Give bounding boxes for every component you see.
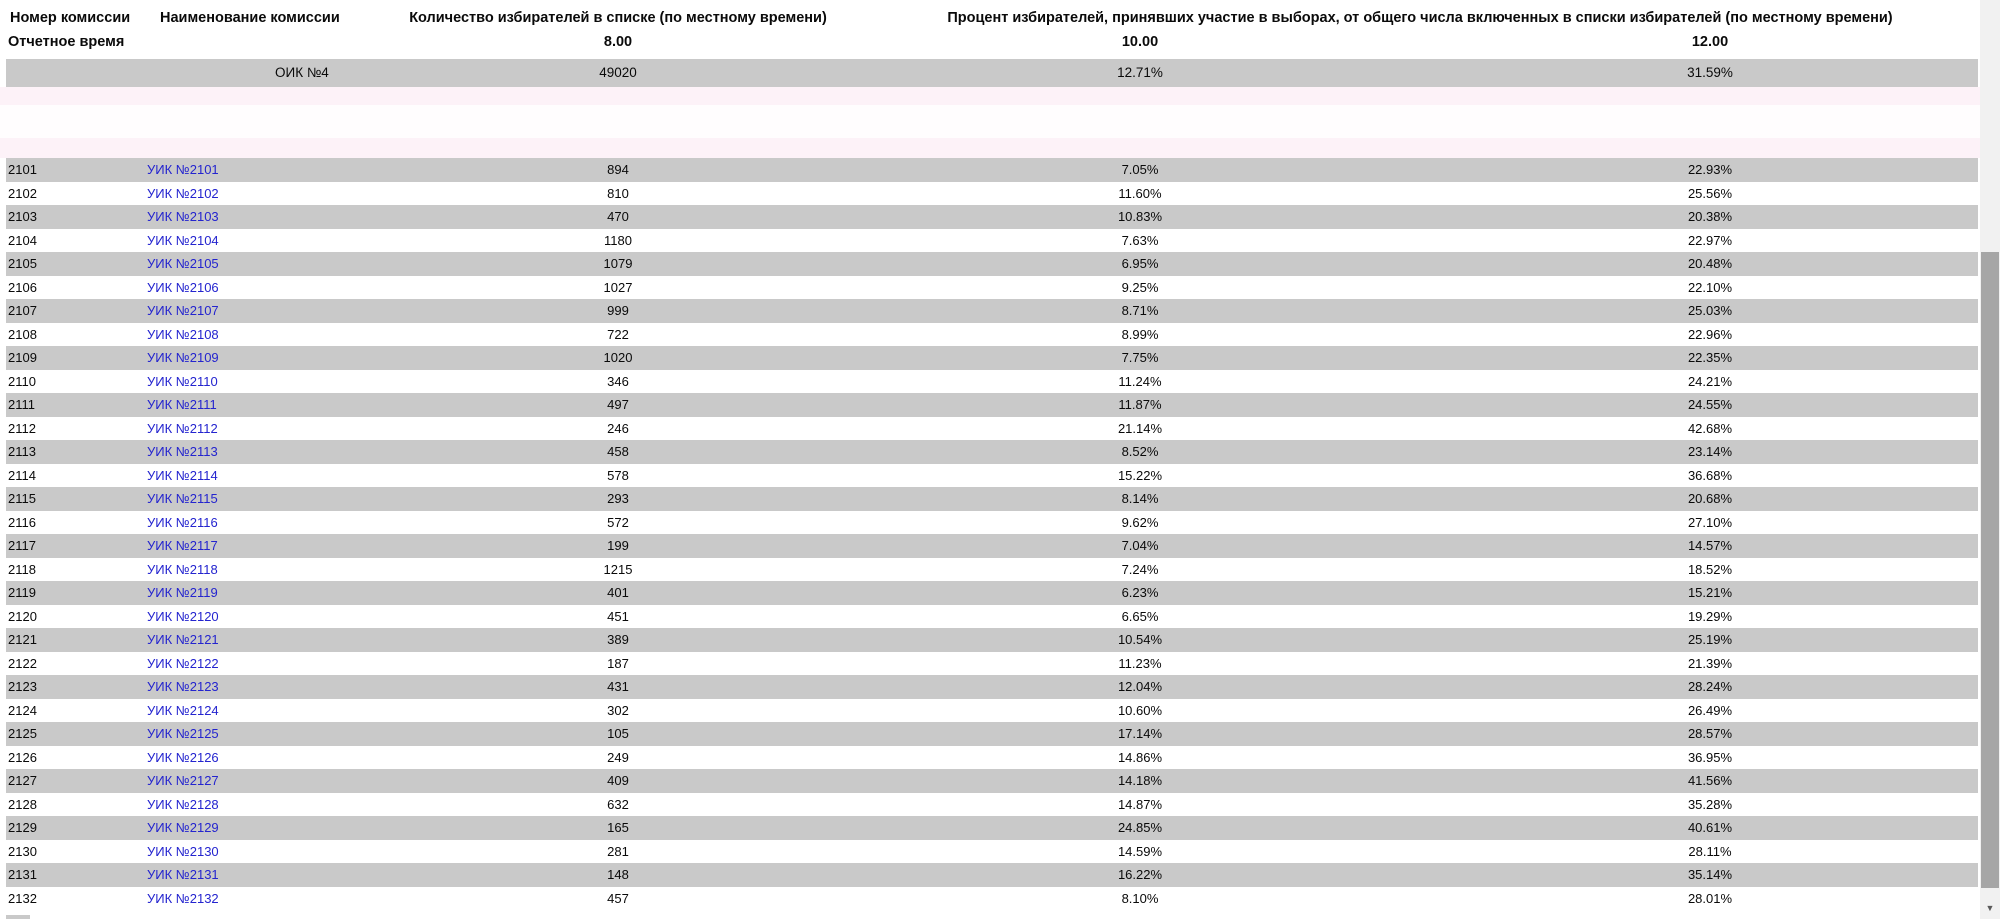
voters-count-8: 451 [607,608,629,624]
commission-link[interactable]: УИК №2107 [147,303,219,318]
turnout-10: 14.86% [1117,749,1163,765]
turnout-12: 27.10% [1687,514,1733,530]
turnout-12: 19.29% [1687,608,1733,624]
turnout-10: 17.14% [1117,726,1163,741]
commission-number: 2103 [8,209,37,224]
turnout-12: 41.56% [1687,773,1733,788]
turnout-12: 14.57% [1687,538,1733,553]
commission-link[interactable]: УИК №2127 [147,773,219,788]
table-row [6,229,1978,253]
voters-count-8: 497 [607,397,629,412]
table-row [6,417,1978,441]
commission-number: 2120 [8,608,37,624]
table-row [6,793,1978,817]
empty-row-band [0,105,1980,138]
commission-link[interactable]: УИК №2123 [147,679,219,694]
turnout-12: 36.95% [1687,749,1733,765]
scrollbar-thumb[interactable] [1981,252,1999,888]
commission-link[interactable]: УИК №2108 [147,326,219,342]
voters-count-8: 281 [607,843,629,859]
commission-link[interactable]: УИК №2114 [147,467,218,483]
voters-count-8: 999 [607,303,629,318]
turnout-12: 18.52% [1687,561,1733,577]
turnout-12: 20.48% [1687,256,1733,271]
voters-count-8: 187 [607,655,629,671]
voters-count-8: 246 [607,420,629,436]
voters-count-8: 1079 [603,256,633,271]
table-row [6,370,1978,394]
turnout-10: 6.23% [1121,585,1159,600]
voters-count-8: 572 [607,514,629,530]
commission-link[interactable]: УИК №2106 [147,279,219,295]
turnout-12: 25.56% [1687,185,1733,201]
table-row [6,628,1978,652]
table-row [6,887,1978,911]
commission-number: 2131 [8,867,37,882]
commission-number: 2125 [8,726,37,741]
table-row [6,276,1978,300]
commission-number: 2112 [8,420,36,436]
scroll-down-icon: ▼ [1985,903,1995,913]
turnout-12: 24.55% [1687,397,1733,412]
commission-number: 2102 [8,185,37,201]
commission-number: 2114 [8,467,36,483]
commission-number: 2118 [8,561,36,577]
voters-count-8: 632 [607,796,629,812]
commission-number: 2124 [8,702,37,718]
table-row [6,182,1978,206]
commission-number: 2128 [8,796,37,812]
turnout-10: 9.62% [1121,514,1159,530]
commission-number: 2113 [8,444,36,459]
col-header-voters-count: Количество избирателей в списке (по местному времени) [409,10,827,26]
table-row [6,699,1978,723]
voters-count-8: 401 [607,585,629,600]
turnout-12: 35.28% [1687,796,1733,812]
commission-number: 2115 [8,491,36,506]
commission-link[interactable]: УИК №2122 [147,655,219,671]
commission-number: 2116 [8,514,36,530]
table-row [6,252,1978,276]
commission-link[interactable]: УИК №2120 [147,608,219,624]
turnout-10: 11.23% [1118,655,1162,671]
voters-count-8: 722 [607,326,629,342]
turnout-10: 10.83% [1117,209,1163,224]
report-time-10: 10.00 [1121,34,1159,50]
voters-count-8: 1215 [603,561,633,577]
turnout-10: 7.63% [1121,232,1159,248]
table-row [6,205,1978,229]
col-header-commission-number: Номер комиссии [10,10,131,26]
commission-number: 2107 [8,303,37,318]
turnout-10: 6.65% [1121,608,1159,624]
commission-number: 2121 [8,632,37,647]
commission-number: 2122 [8,655,37,671]
table-row [6,722,1978,746]
summary-commission-name: ОИК №4 [275,65,329,80]
table-row [6,558,1978,582]
turnout-10: 14.18% [1117,773,1163,788]
commission-link[interactable]: УИК №2132 [147,890,219,906]
summary-row-oik [6,59,1978,87]
commission-number: 2123 [8,679,37,694]
commission-link[interactable]: УИК №2117 [147,538,218,553]
commission-link[interactable]: УИК №2105 [147,256,219,271]
turnout-10: 7.24% [1121,561,1159,577]
col-header-commission-name: Наименование комиссии [160,10,340,26]
table-row [6,464,1978,488]
partial-next-row [6,915,30,919]
commission-link[interactable]: УИК №2128 [147,796,219,812]
voters-count-8: 293 [607,491,629,506]
turnout-10: 8.99% [1121,326,1159,342]
table-row [6,581,1978,605]
commission-link[interactable]: УИК №2110 [147,373,218,389]
turnout-10: 7.75% [1121,350,1159,365]
turnout-12: 23.14% [1687,444,1733,459]
turnout-10: 14.59% [1117,843,1163,859]
commission-number: 2110 [8,373,36,389]
turnout-10: 14.87% [1117,796,1163,812]
turnout-10: 8.14% [1121,491,1159,506]
turnout-12: 25.03% [1687,303,1733,318]
summary-turnout-12: 31.59% [1687,65,1733,80]
voters-count-8: 894 [607,162,629,177]
vertical-scrollbar[interactable] [1980,0,2000,919]
commission-link[interactable]: УИК №2104 [147,232,219,248]
turnout-10: 6.95% [1121,256,1159,271]
commission-number: 2127 [8,773,37,788]
table-row [6,299,1978,323]
table-row [6,840,1978,864]
turnout-12: 26.49% [1687,702,1733,718]
commission-link[interactable]: УИК №2124 [147,702,219,718]
commission-link[interactable]: УИК №2116 [147,514,218,530]
summary-voters-count-8: 49020 [599,65,637,80]
voters-count-8: 148 [607,867,629,882]
voters-count-8: 165 [607,820,629,835]
commission-link[interactable]: УИК №2102 [147,185,219,201]
turnout-12: 22.97% [1687,232,1733,248]
commission-number: 2117 [8,538,36,553]
commission-number: 2129 [8,820,37,835]
table-row [6,346,1978,370]
commission-link[interactable]: УИК №2121 [147,632,219,647]
turnout-10: 9.25% [1121,279,1159,295]
turnout-10: 24.85% [1117,820,1163,835]
commission-link[interactable]: УИК №2111 [147,397,217,412]
commission-link[interactable]: УИК №2125 [147,726,219,741]
commission-link[interactable]: УИК №2131 [147,867,219,882]
scroll-down-button[interactable] [1980,897,2000,919]
commission-number: 2106 [8,279,37,295]
table-row [6,323,1978,347]
voters-count-8: 458 [607,444,629,459]
turnout-10: 7.05% [1121,162,1159,177]
voters-count-8: 457 [607,890,629,906]
turnout-12: 28.01% [1687,890,1733,906]
empty-gap-band [0,87,1980,158]
report-time-8: 8.00 [603,34,633,50]
voters-count-8: 1180 [604,232,632,248]
turnout-12: 42.68% [1687,420,1733,436]
table-row [6,816,1978,840]
turnout-12: 36.68% [1687,467,1733,483]
turnout-10: 11.87% [1118,397,1162,412]
turnout-12: 22.35% [1687,350,1733,365]
turnout-10: 21.14% [1117,420,1163,436]
report-time-label: Отчетное время [8,34,125,50]
turnout-12: 28.57% [1687,726,1733,741]
commission-number: 2105 [8,256,37,271]
voters-count-8: 199 [607,538,629,553]
commission-link[interactable]: УИК №2118 [147,561,218,577]
commission-number: 2111 [8,397,35,412]
table-header [0,0,1980,59]
voters-count-8: 105 [607,726,629,741]
voters-count-8: 810 [607,185,629,201]
voters-count-8: 409 [607,773,629,788]
commission-link[interactable]: УИК №2113 [147,444,218,459]
voters-count-8: 249 [607,749,629,765]
voters-count-8: 302 [607,702,629,718]
table-row [6,605,1978,629]
voters-count-8: 1020 [603,350,633,365]
commission-link[interactable]: УИК №2112 [147,420,218,436]
table-row [6,863,1978,887]
turnout-10: 15.22% [1117,467,1163,483]
commission-number: 2132 [8,890,37,906]
turnout-10: 8.52% [1121,444,1159,459]
commission-link[interactable]: УИК №2101 [147,162,219,177]
turnout-10: 8.10% [1121,890,1159,906]
turnout-10: 11.24% [1118,373,1162,389]
commission-link[interactable]: УИК №2115 [147,491,218,506]
voters-count-8: 470 [607,209,629,224]
turnout-12: 40.61% [1687,820,1733,835]
turnout-12: 24.21% [1687,373,1733,389]
table-row [6,511,1978,535]
table-row [6,158,1978,182]
turnout-12: 22.96% [1687,326,1733,342]
commission-link[interactable]: УИК №2119 [147,585,218,600]
turnout-12: 35.14% [1687,867,1733,882]
table-body [6,158,1978,910]
turnout-10: 8.71% [1121,303,1159,318]
commission-number: 2109 [8,350,37,365]
turnout-12: 20.38% [1687,209,1733,224]
col-header-turnout-percent: Процент избирателей, принявших участие в выборах, от общего числа включенных в списки избирателей (по местному времени) [947,10,1893,26]
commission-link[interactable]: УИК №2130 [147,843,219,859]
turnout-12: 25.19% [1687,632,1733,647]
commission-number: 2126 [8,749,37,765]
turnout-12: 15.21% [1687,585,1733,600]
voters-count-8: 346 [607,373,629,389]
commission-number: 2119 [8,585,36,600]
commission-number: 2101 [8,162,37,177]
voters-count-8: 431 [607,679,629,694]
turnout-12: 22.10% [1687,279,1733,295]
commission-number: 2108 [8,326,37,342]
commission-number: 2130 [8,843,37,859]
voters-count-8: 578 [607,467,629,483]
turnout-10: 11.60% [1118,185,1162,201]
turnout-12: 20.68% [1687,491,1733,506]
table-row [6,652,1978,676]
table-row [6,393,1978,417]
turnout-10: 10.54% [1117,632,1163,647]
voters-count-8: 1027 [603,279,633,295]
summary-turnout-10: 12.71% [1117,65,1163,80]
report-time-12: 12.00 [1691,34,1729,50]
turnout-10: 12.04% [1117,679,1163,694]
turnout-10: 16.22% [1117,867,1163,882]
turnout-12: 28.24% [1687,679,1733,694]
turnout-10: 10.60% [1117,702,1163,718]
table-row [6,675,1978,699]
table-row [6,440,1978,464]
table-row [6,746,1978,770]
table-row [6,769,1978,793]
voters-count-8: 389 [607,632,629,647]
commission-number: 2104 [8,232,37,248]
commission-link[interactable]: УИК №2103 [147,209,219,224]
commission-link[interactable]: УИК №2126 [147,749,219,765]
turnout-12: 22.93% [1687,162,1733,177]
commission-link[interactable]: УИК №2109 [147,350,219,365]
turnout-12: 21.39% [1687,655,1733,671]
turnout-10: 7.04% [1121,538,1159,553]
table-row [6,487,1978,511]
turnout-12: 28.11% [1688,843,1732,859]
table-row [6,534,1978,558]
commission-link[interactable]: УИК №2129 [147,820,219,835]
